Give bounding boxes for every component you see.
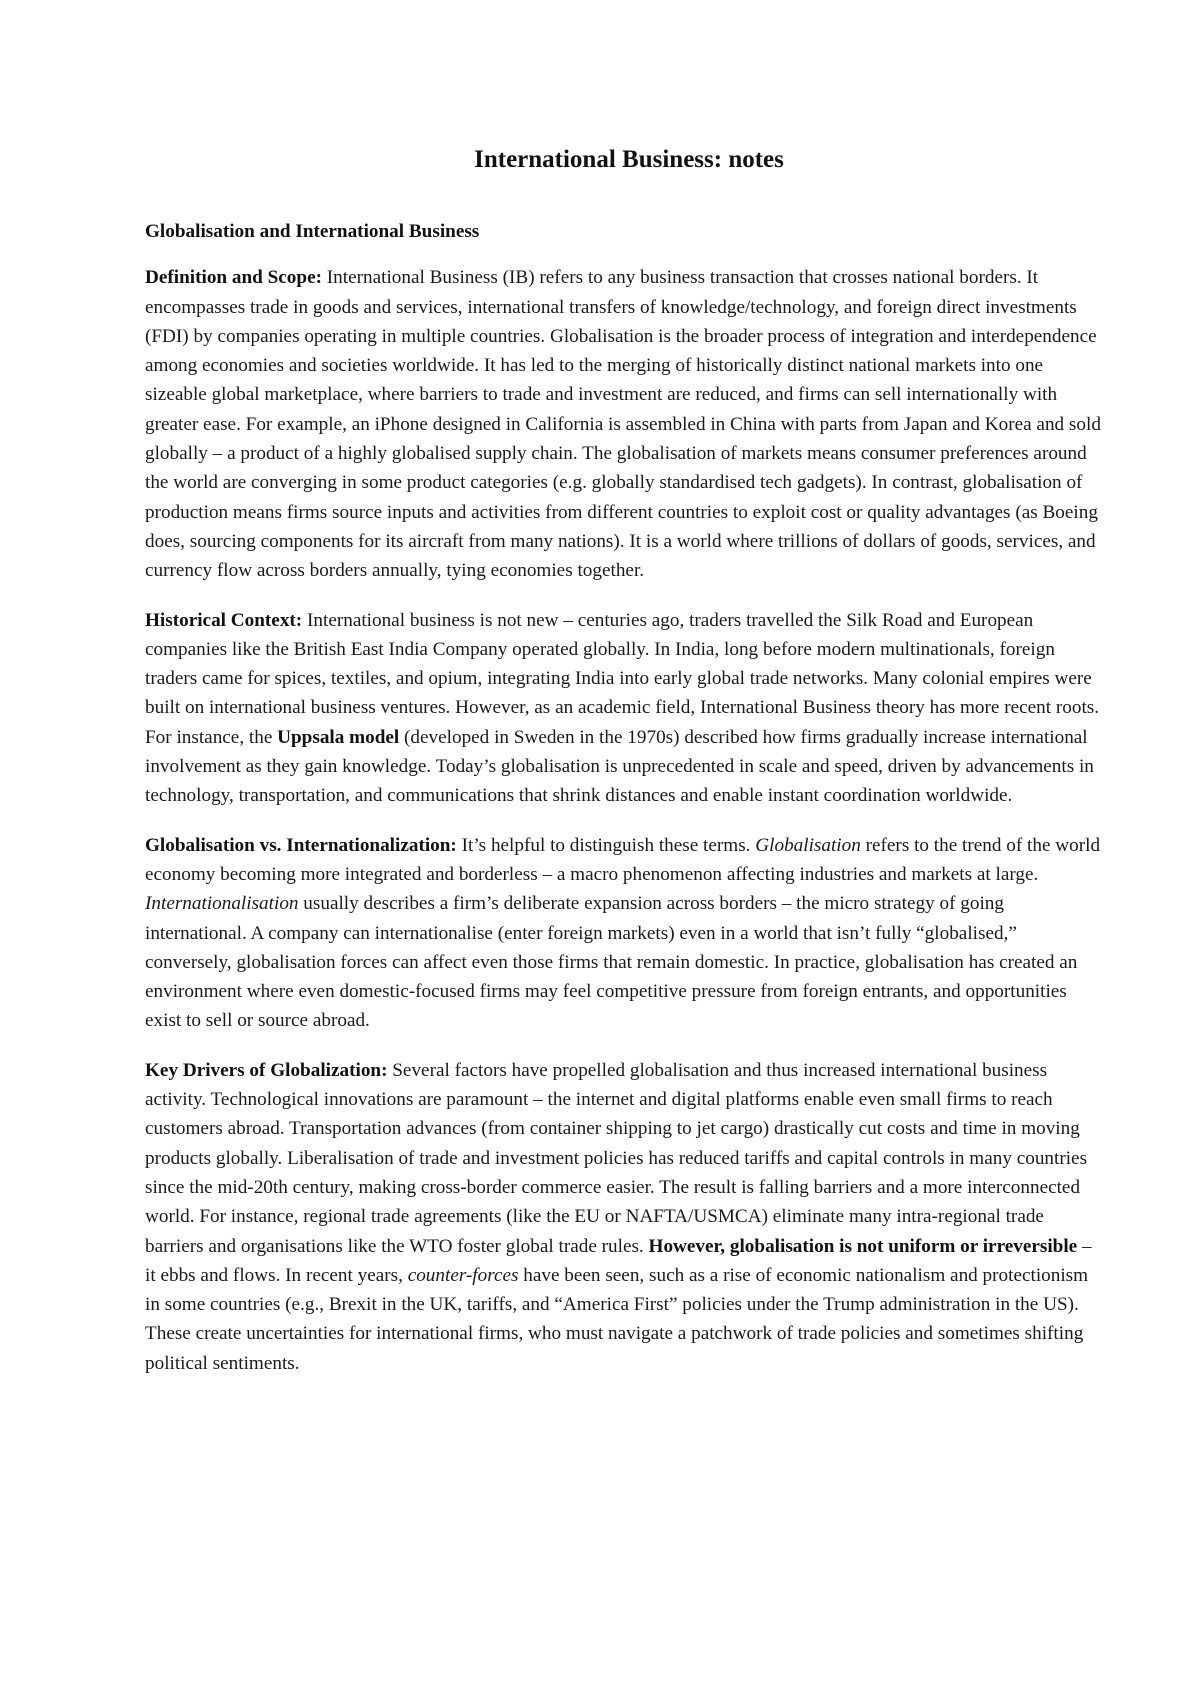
paragraph-versus xyxy=(145,831,1105,1036)
paragraph-text: (developed in Sweden in the 1970s) described how firms gradually increase international involvement as they gain knowledge. Today’s globalisation is unprecedented in scale and speed, driven by advancements in technology, transportation, and communications that shrink distances and enable instant coordination worldwide. xyxy=(145,726,1094,807)
paragraph-text: have been seen, such as a rise of economic nationalism and protectionism in some countries (e.g., Brexit in the UK, tariffs, and “America First” policies under the Trump administration in the US). These create uncertainties for international firms, who must navigate a patchwork of trade policies and sometimes shifting political sentiments. xyxy=(145,1264,1089,1374)
paragraph-definition xyxy=(145,263,1105,585)
paragraph-text: refers to the trend of the world economy becoming more integrated and borderless – a macro phenomenon affecting industries and markets at large. xyxy=(145,834,1101,885)
italic-term-internationalisation: Internationalisation xyxy=(145,893,299,915)
italic-term-globalisation: Globalisation xyxy=(755,834,861,856)
paragraph-text: International business is not new – centuries ago, traders travelled the Silk Road and European companies like the British East India Company operated globally. In India, long before modern multinationals, foreign traders came for spices, textiles, and opium, integrating India into early global trade networks. Many colonial empires were built on international business ventures. However, as an academic field, International Business theory has more recent roots. For instance, the xyxy=(145,609,1100,748)
paragraph-drivers xyxy=(145,1056,1105,1378)
document-body xyxy=(145,143,1105,1398)
paragraph-text: usually describes a firm’s deliberate expansion across borders – the micro strategy of going international. A company can internationalise (enter foreign markets) even in a world that isn’t fully “globalised,” conversely, globalisation forces can affect even those firms that remain domestic. In practice, globalisation has created an environment where even domestic-focused firms may feel competitive pressure from foreign entrants, and opportunities exist to sell or source abroad. xyxy=(145,893,1078,1032)
paragraph-lead-versus: Globalisation vs. Internationalization: xyxy=(145,834,457,856)
paragraph-text: Several factors have propelled globalisation and thus increased international business activity. Technological innovations are paramount – the internet and digital platforms enable even small firms to reach customers abroad. Transportation advances (from container shipping to jet cargo) drastically cut costs and time in moving products globally. Liberalisation of trade and investment policies has reduced tariffs and capital controls in many countries since the mid-20th century, making cross-border commerce easier. The result is falling barriers and a more interconnected world. For instance, regional trade agreements (like the EU or NAFTA/USMCA) eliminate many intra-regional trade barriers and organisations like the WTO foster global trade rules. xyxy=(145,1059,1088,1257)
paragraph-lead-drivers: Key Drivers of Globalization: xyxy=(145,1059,388,1081)
paragraph-text: It’s helpful to distinguish these terms. xyxy=(456,834,756,856)
italic-term-counter-forces: counter-forces xyxy=(407,1264,519,1286)
paragraph-history xyxy=(145,606,1105,811)
paragraph-text: International Business (IB) refers to any business transaction that crosses national borders. It encompasses trade in goods and services, international transfers of knowledge/technology, and foreign direct investments (FDI) by companies operating in multiple countries. Globalisation is the broader process of integration and interdependence among economies and societies worldwide. It has led to the merging of historically distinct national markets into one sizeable global marketplace, where barriers to trade and investment are reduced, and firms can sell internationally with greater ease. For example, an iPhone designed in California is assembled in China with parts from Japan and Korea and sold globally – a product of a highly globalised supply chain. The globalisation of markets means consumer preferences around the world are converging in some product categories (e.g. globally standardised tech gadgets). In contrast, globalisation of production means firms source inputs and activities from different countries to exploit cost or quality advantages (as Boeing does, sourcing components for its aircraft from many nations). It is a world where trillions of dollars of goods, services, and currency flow across borders annually, tying economies together. xyxy=(145,267,1101,582)
paragraph-lead-definition: Definition and Scope: xyxy=(145,267,322,289)
section-heading: Globalisation and International Business xyxy=(145,221,480,242)
document-title: International Business: notes xyxy=(474,146,784,173)
paragraph-lead-history: Historical Context: xyxy=(145,609,303,631)
bold-statement-not-uniform: However, globalisation is not uniform or irreversible xyxy=(648,1235,1078,1257)
paragraph-text: – it ebbs and flows. In recent years, xyxy=(145,1235,1092,1286)
bold-term-uppsala-model: Uppsala model xyxy=(277,726,400,748)
